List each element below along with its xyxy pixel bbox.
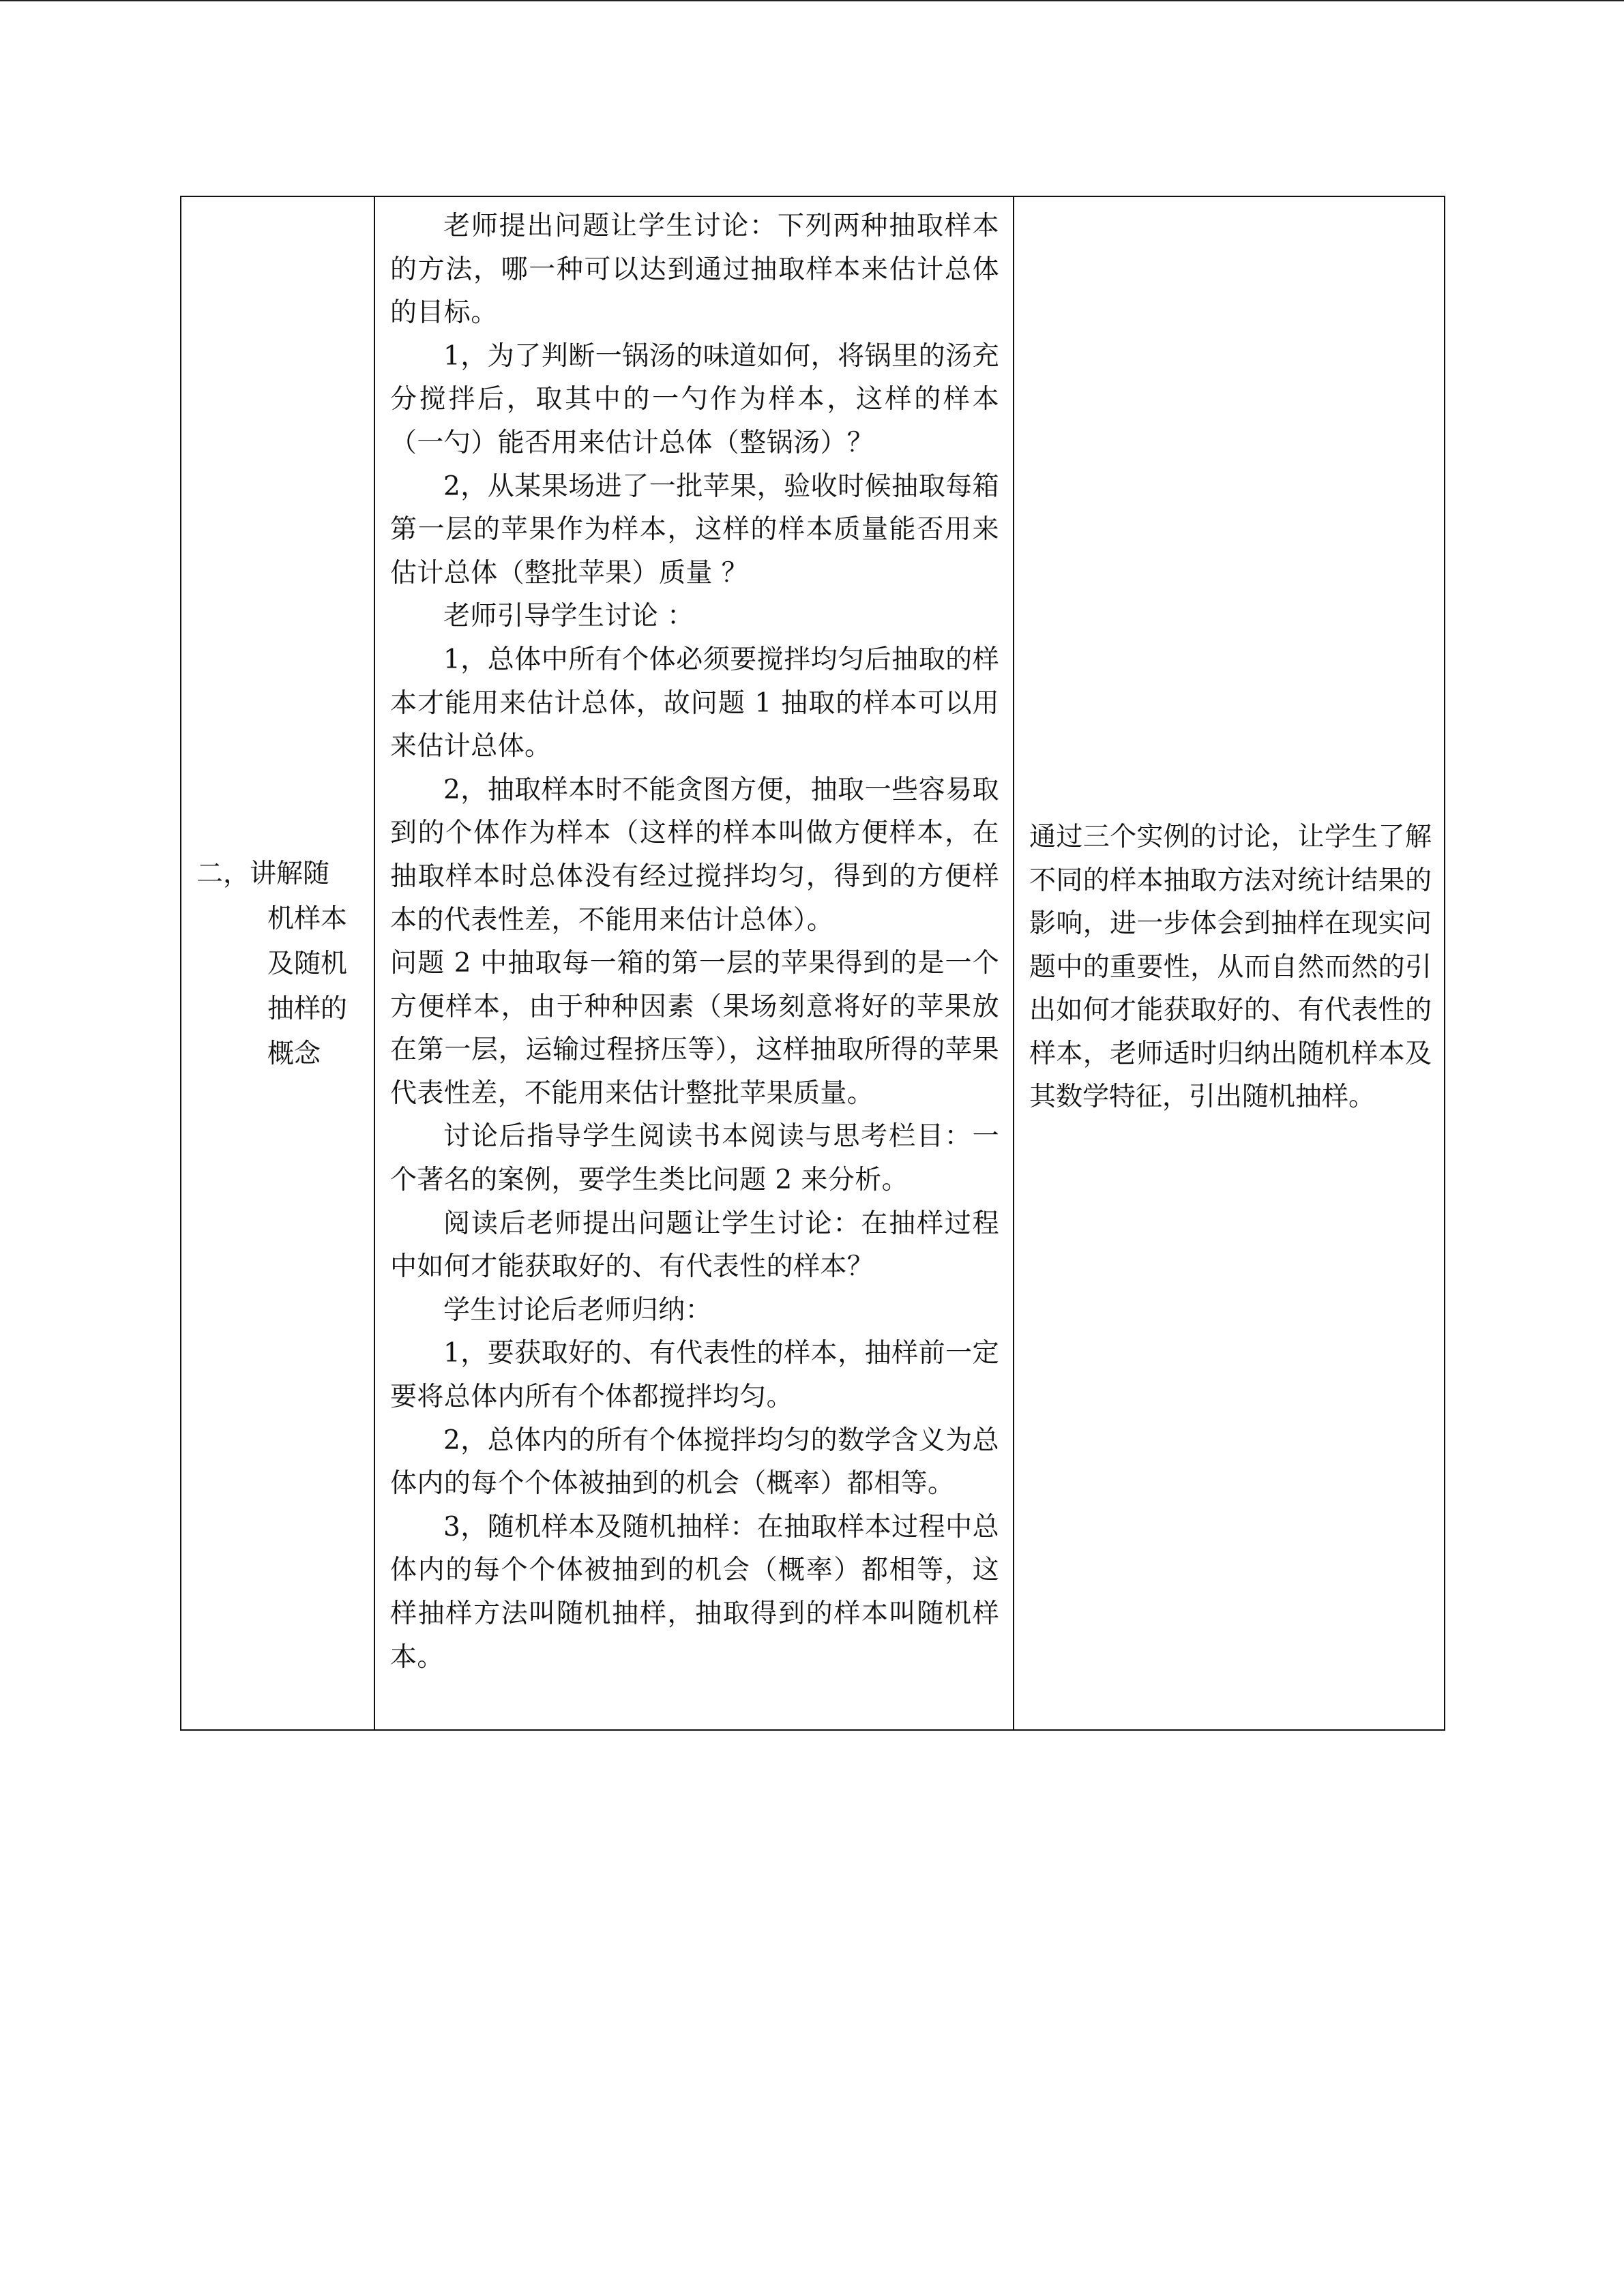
process-paragraph: 讨论后指导学生阅读书本阅读与思考栏目：一个著名的案例，要学生类比问题 2 来分析。 [390, 1121, 999, 1196]
page-top-border [0, 0, 1624, 1]
stage-line: 及随机 [267, 949, 348, 979]
process-paragraph: 1，要获取好的、有代表性的样本，抽样前一定要将总体内所有个体都搅拌均匀。 [390, 1338, 999, 1413]
stage-line: 机样本 [267, 904, 348, 934]
lesson-plan-table [180, 196, 1445, 1731]
process-paragraph: 学生讨论后老师归纳： [443, 1294, 713, 1326]
design-intent-cell [1014, 196, 1445, 1730]
process-cell [374, 196, 1014, 1730]
design-intent-text: 通过三个实例的讨论，让学生了解不同的样本抽取方法对统计结果的影响，进一步体会到抽样在现实问题中的重要性，从而自然而然的引出如何才能获取好的、有代表性的样本，老师适时归纳出随机样本及其数学特征，引出随机抽样。 [1029, 822, 1432, 1113]
process-paragraph: 2，总体内的所有个体搅拌均匀的数学含义为总体内的每个个体被抽到的机会（概率）都相等。 [390, 1425, 999, 1500]
process-paragraph: 问题 2 中抽取每一箱的第一层的苹果得到的是一个方便样本，由于种种因素（果场刻意将好的苹果放在第一层，运输过程挤压等），这样抽取所得的苹果代表性差，不能用来估计整批苹果质量。 [390, 948, 999, 1109]
process-paragraph: 1，为了判断一锅汤的味道如何，将锅里的汤充分搅拌后，取其中的一勺作为样本，这样的样本（一勺）能否用来估计总体（整锅汤）？ [390, 340, 999, 458]
process-paragraph: 老师引导学生讨论 ： [443, 601, 694, 632]
stage-line: 抽样的 [267, 994, 348, 1024]
process-text [375, 197, 1013, 1683]
process-paragraph: 老师提出问题让学生讨论：下列两种抽取样本的方法，哪一种可以达到通过抽取样本来估计总体的目标。 [390, 211, 999, 329]
process-paragraph: 2，从某果场进了一批苹果，验收时候抽取每箱第一层的苹果作为样本，这样的样本质量能否用来估计总体（整批苹果）质量 ？ [390, 471, 999, 588]
table-row [181, 196, 1445, 1730]
stage-cell [181, 196, 374, 1730]
stage-label [181, 852, 374, 1077]
process-paragraph: 3，随机样本及随机抽样：在抽取样本过程中总体内的每个个体被抽到的机会（概率）都相等，这样抽样方法叫随机抽样，抽取得到的样本叫随机样本。 [390, 1511, 999, 1673]
process-paragraph: 1，总体中所有个体必须要搅拌均匀后抽取的样本才能用来估计总体，故问题 1 抽取的样本可以用来估计总体。 [390, 644, 999, 762]
process-paragraph: 阅读后老师提出问题让学生讨论：在抽样过程中如何才能获取好的、有代表性的样本？ [390, 1208, 999, 1283]
process-paragraph: 2，抽取样本时不能贪图方便，抽取一些容易取到的个体作为样本（这样的样本叫做方便样本，在抽取样本时总体没有经过搅拌均匀，得到的方便样本的代表性差，不能用来估计总体）。 [390, 774, 999, 936]
stage-heading: 二，讲解随 [196, 859, 330, 889]
stage-line: 概念 [267, 1039, 321, 1069]
